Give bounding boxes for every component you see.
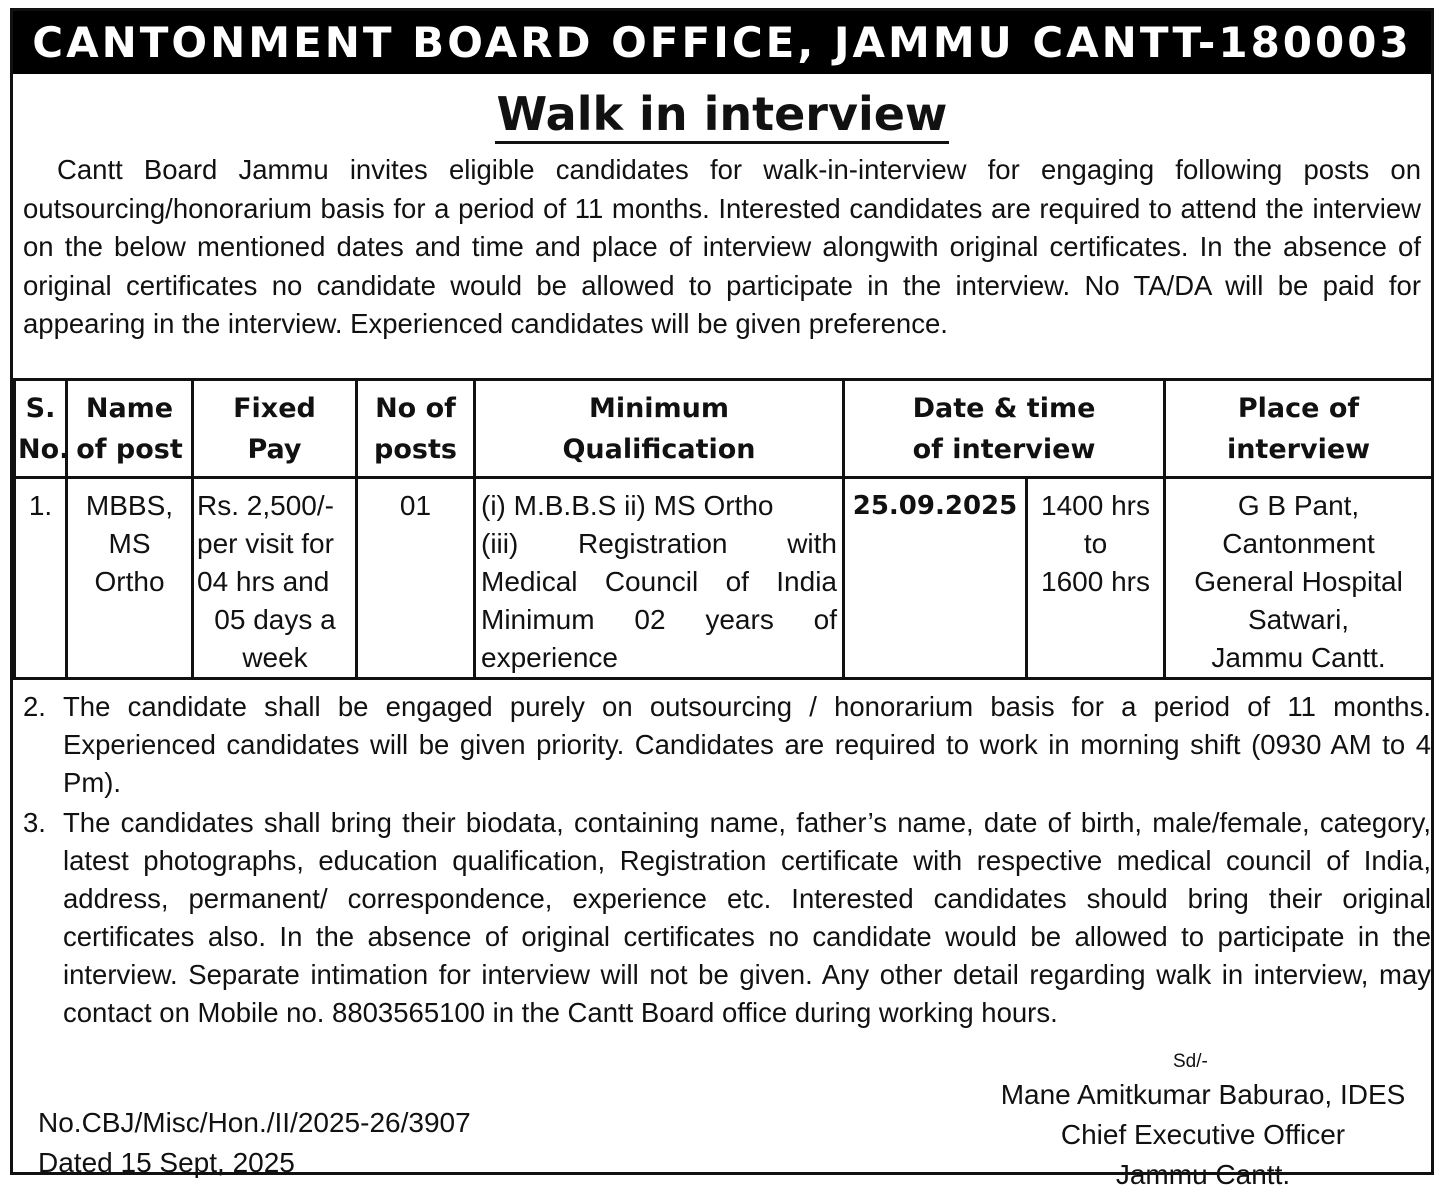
list-item-number: 2. bbox=[23, 691, 46, 722]
cell-pay: Rs. 2,500/- per visit for 04 hrs and 05 days a week bbox=[193, 478, 357, 679]
signatory-place: Jammu Cantt. bbox=[1115, 1159, 1291, 1190]
col-place-header: Place of interview bbox=[1165, 380, 1433, 478]
cell-posts: 01 bbox=[357, 478, 475, 679]
cell-time: 1400 hrs to 1600 hrs bbox=[1027, 478, 1165, 679]
list-item-number: 3. bbox=[23, 807, 46, 838]
col-date-header: Date & time of interview bbox=[844, 380, 1165, 478]
col-pay-header: Fixed Pay bbox=[193, 380, 357, 478]
signatory-name: Mane Amitkumar Baburao, IDES bbox=[1000, 1079, 1406, 1110]
page-title: CANTONMENT BOARD OFFICE, JAMMU CANTT-180003 bbox=[13, 11, 1431, 74]
cell-sno: 1. bbox=[15, 478, 67, 679]
cell-date: 25.09.2025 bbox=[844, 478, 1027, 679]
intro-paragraph: Cantt Board Jammu invites eligible candidates for walk-in-interview for engaging following posts on outsourcing/honorarium basis for a period of 11 months. Interested candidates are required to attend the interview on the below mentioned dates and time and place of interview alongwith original certificates. In the absence of original certificates no candidate would be allowed to participate in the interview. No TA/DA will be paid for appearing in the interview. Experienced candidates will be given preference. bbox=[23, 154, 1421, 339]
col-posts-header: No of posts bbox=[357, 380, 475, 478]
list-item bbox=[23, 804, 1431, 1032]
col-post-header: Name of post bbox=[67, 380, 193, 478]
reference-number: No.CBJ/Misc/Hon./II/2025-26/3907 bbox=[38, 1107, 471, 1138]
notice-subtitle bbox=[13, 86, 1431, 142]
signature-block bbox=[943, 1075, 1444, 1195]
reference-block bbox=[38, 1103, 471, 1183]
table-row bbox=[15, 478, 1433, 679]
list-item-text: The candidate shall be engaged purely on outsourcing / honorarium basis for a period of 11 months. Experienced candidates will be given priority. Candidates are required to work in morning shift (0930 AM to 4 Pm). bbox=[63, 691, 1431, 798]
col-qualification-header: Minimum Qualification bbox=[475, 380, 844, 478]
notice-frame bbox=[10, 8, 1434, 1190]
cell-place: G B Pant, Cantonment General Hospital Satwari, Jammu Cantt. bbox=[1165, 478, 1433, 679]
reference-date: Dated 15 Sept, 2025 bbox=[38, 1147, 295, 1178]
signatory-designation: Chief Executive Officer bbox=[1060, 1119, 1346, 1150]
terms-list bbox=[23, 688, 1431, 1032]
list-item-text: The candidates shall bring their biodata, containing name, father’s name, date of birth, male/female, category, latest photographs, education qualification, Registration certificate with respective medical council of India, address, permanent/ correspondence, experience etc. Interested candidates should bring their original certificates also. In the absence of original certificates no candidate would be allowed to participate in the interview. Separate intimation for interview will not be given. Any other detail regarding walk in interview, may contact on Mobile no. 8803565100 in the Cantt Board office during working hours. bbox=[63, 807, 1431, 1028]
cell-qualification: (i) M.B.B.S ii) MS Ortho (iii) Registration with Medical Council of India Minimum 02 years of experience bbox=[475, 478, 844, 679]
signature-sd: Sd/- bbox=[1173, 1051, 1208, 1072]
vacancy-table bbox=[13, 378, 1434, 680]
cell-post: MBBS, MS Ortho bbox=[67, 478, 193, 679]
table-header-row bbox=[15, 380, 1433, 478]
col-sno-header: S. No. bbox=[15, 380, 67, 478]
subtitle-text: Walk in interview bbox=[495, 87, 950, 144]
list-item bbox=[23, 688, 1431, 802]
